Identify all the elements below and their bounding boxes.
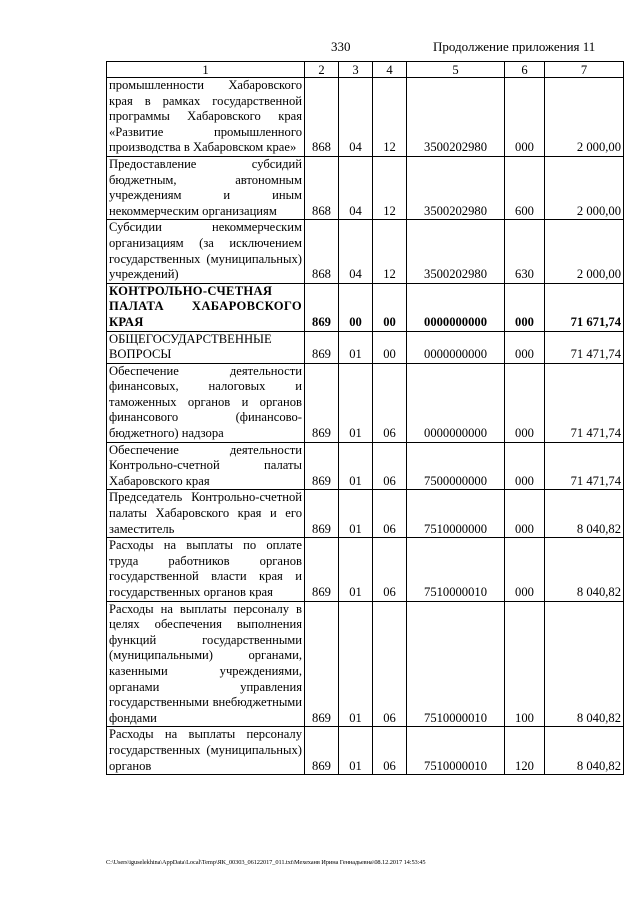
target-article-cell: 3500202980 [407,220,505,283]
subsection-code-cell: 06 [373,601,407,727]
table-row [107,538,624,601]
ministry-code-cell: 869 [305,442,339,490]
table-row [107,490,624,538]
amount-cell: 8 040,82 [545,601,624,727]
column-header: 5 [407,62,505,78]
file-path-footer: C:\Users\iguselekhina\AppData\Local\Temp\ЯК_00303_06122017_011.txt\Мехеханв Ирина Геннадьевна\08.12.2017 14:53:45 [106,859,426,866]
column-header: 7 [545,62,624,78]
amount-cell: 71 471,74 [545,442,624,490]
table-body [107,78,624,775]
amount-cell: 2 000,00 [545,156,624,219]
ministry-code-cell: 868 [305,156,339,219]
budget-table [106,61,624,775]
section-code-cell: 01 [339,727,373,775]
page-number: 330 [331,39,351,54]
table-row [107,601,624,727]
expense-type-cell: 000 [505,331,545,363]
table-row [107,283,624,331]
section-code-cell: 01 [339,442,373,490]
column-header: 2 [305,62,339,78]
ministry-code-cell: 869 [305,490,339,538]
table-row [107,78,624,157]
expense-type-cell: 000 [505,283,545,331]
subsection-code-cell: 00 [373,283,407,331]
target-article-cell: 0000000000 [407,331,505,363]
expense-type-cell: 100 [505,601,545,727]
expense-type-cell: 000 [505,363,545,442]
target-article-cell: 3500202980 [407,156,505,219]
page-caption: Продолжение приложения 11 [433,39,596,54]
target-article-cell: 7510000010 [407,538,505,601]
row-name-cell: Обеспечение деятельности Контрольно-счетной палаты Хабаровского края [107,442,305,490]
expense-type-cell: 000 [505,490,545,538]
section-code-cell: 01 [339,331,373,363]
amount-cell: 71 671,74 [545,283,624,331]
amount-cell: 2 000,00 [545,220,624,283]
expense-type-cell: 000 [505,442,545,490]
expense-type-cell: 600 [505,156,545,219]
row-name-cell: Обеспечение деятельности финансовых, налоговых и таможенных органов и органов финансового (финансово-бюджетного) надзора [107,363,305,442]
expense-type-cell: 630 [505,220,545,283]
amount-cell: 71 471,74 [545,363,624,442]
subsection-code-cell: 06 [373,442,407,490]
column-header: 4 [373,62,407,78]
ministry-code-cell: 869 [305,538,339,601]
row-name-cell: КОНТРОЛЬНО-СЧЕТНАЯ ПАЛАТА ХАБАРОВСКОГО КРАЯ [107,283,305,331]
amount-cell: 71 471,74 [545,331,624,363]
column-header: 3 [339,62,373,78]
subsection-code-cell: 00 [373,331,407,363]
subsection-code-cell: 06 [373,538,407,601]
row-name-cell: Субсидии некоммерческим организациям (за исключением государственных (муниципальных) учреждений) [107,220,305,283]
subsection-code-cell: 12 [373,78,407,157]
amount-cell: 8 040,82 [545,727,624,775]
ministry-code-cell: 869 [305,363,339,442]
target-article-cell: 7510000010 [407,601,505,727]
ministry-code-cell: 869 [305,727,339,775]
ministry-code-cell: 868 [305,78,339,157]
section-code-cell: 04 [339,156,373,219]
section-code-cell: 00 [339,283,373,331]
subsection-code-cell: 06 [373,727,407,775]
column-number-row [107,62,624,78]
ministry-code-cell: 868 [305,220,339,283]
ministry-code-cell: 869 [305,283,339,331]
target-article-cell: 7500000000 [407,442,505,490]
section-code-cell: 01 [339,601,373,727]
table-row [107,156,624,219]
row-name-cell: Расходы на выплаты персоналу в целях обеспечения выполнения функций государственными (муниципальными) органами, казенными учреждениями, органами управления государственными внебюджетными фондами [107,601,305,727]
section-code-cell: 04 [339,78,373,157]
table-row [107,220,624,283]
amount-cell: 8 040,82 [545,538,624,601]
row-name-cell: Расходы на выплаты по оплате труда работников органов государственной власти края и государственных органов края [107,538,305,601]
subsection-code-cell: 12 [373,220,407,283]
section-code-cell: 04 [339,220,373,283]
section-code-cell: 01 [339,363,373,442]
target-article-cell: 7510000000 [407,490,505,538]
column-header: 1 [107,62,305,78]
subsection-code-cell: 12 [373,156,407,219]
expense-type-cell: 000 [505,78,545,157]
target-article-cell: 3500202980 [407,78,505,157]
table-row [107,727,624,775]
target-article-cell: 7510000010 [407,727,505,775]
row-name-cell: Расходы на выплаты персоналу государственных (муниципальных) органов [107,727,305,775]
expense-type-cell: 120 [505,727,545,775]
row-name-cell: ОБЩЕГОСУДАРСТВЕННЫЕ ВОПРОСЫ [107,331,305,363]
expense-type-cell: 000 [505,538,545,601]
subsection-code-cell: 06 [373,490,407,538]
amount-cell: 8 040,82 [545,490,624,538]
table-row [107,442,624,490]
row-name-cell: Председатель Контрольно-счетной палаты Хабаровского края и его заместитель [107,490,305,538]
target-article-cell: 0000000000 [407,363,505,442]
row-name-cell: Предоставление субсидий бюджетным, автономным учреждениям и иным некоммерческим организациям [107,156,305,219]
ministry-code-cell: 869 [305,601,339,727]
target-article-cell: 0000000000 [407,283,505,331]
ministry-code-cell: 869 [305,331,339,363]
table-row [107,363,624,442]
section-code-cell: 01 [339,490,373,538]
column-header: 6 [505,62,545,78]
amount-cell: 2 000,00 [545,78,624,157]
table-row [107,331,624,363]
section-code-cell: 01 [339,538,373,601]
row-name-cell: промышленности Хабаровского края в рамках государственной программы Хабаровского края «Развитие промышленного производства в Хабаровском крае» [107,78,305,157]
subsection-code-cell: 06 [373,363,407,442]
